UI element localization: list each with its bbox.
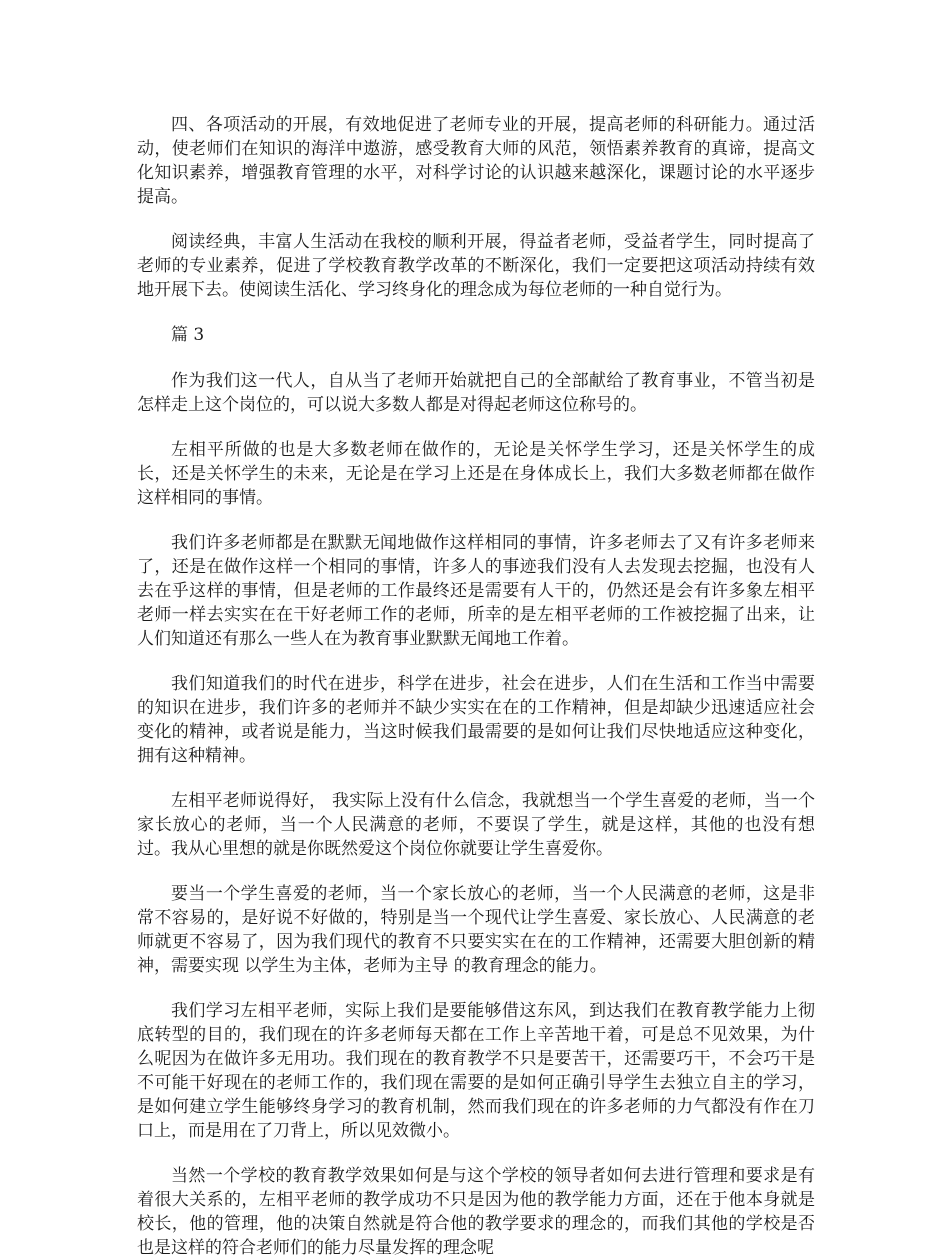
- paragraph-reading-classics: 阅读经典，丰富人生活动在我校的顺利开展，得益者老师，受益者学生，同时提高了老师的专业素养，促进了学校教育教学改革的不断深化，我们一定要把这项活动持续有效地开展下去。使阅读生活化、学习终身化的理念成为每位老师的一种自觉行为。: [137, 232, 815, 300]
- paragraph-era-progress: 我们知道我们的时代在进步，科学在进步，社会在进步，人们在生活和工作当中需要的知识在进步，我们许多的老师并不缺少实实在在的工作精神，但是却缺少迅速适应社会变化的精神，或者说是能力，当这时候我们最需要的是如何让我们尽快地适应这种变化，拥有这种精神。: [137, 674, 815, 766]
- paragraph-quote: 左相平老师说得好， 我实际上没有什么信念，我就想当一个学生喜爱的老师，当一个家长放心的老师，当一个人民满意的老师，不要误了学生，就是这样，其他的也没有想过。我从心里想的就是你既然爱这个岗位你就要让学生喜爱你。: [137, 791, 815, 859]
- paragraph-zuo-xiangping-work: 左相平所做的也是大多数老师在做作的，无论是关怀学生学习，还是关怀学生的成长，还是关怀学生的未来，无论是在学习上还是在身体成长上，我们大多数老师都在做作这样相同的事情。: [137, 440, 815, 508]
- paragraph-learning-transformation: 我们学习左相平老师，实际上我们是要能够借这东风，到达我们在教育教学能力上彻底转型的目的，我们现在的许多老师每天都在工作上辛苦地干着，可是总不见效果，为什么呢因为在做许多无用功。我们现在的教育教学不只是要苦干，还需要巧干，不会巧干是不可能干好现在的老师工作的，我们现在需要的是如何正确引导学生去独立自主的学习，是如何建立学生能够终身学习的教育机制，然而我们现在的许多老师的力气都没有作在刀口上，而是用在了刀背上，所以见效微小。: [137, 1001, 815, 1141]
- paragraph-school-leadership: 当然一个学校的教育教学效果如何是与这个学校的领导者如何去进行管理和要求是有着很大关系的，左相平老师的教学成功不只是因为他的教学能力方面，还在于他本身就是校长，他的管理，他的决策自然就是符合他的教学要求的理念的，而我们其他的学校是否也是这样的符合老师们的能力尽量发挥的理念呢: [137, 1166, 815, 1258]
- paragraph-beloved-teacher: 要当一个学生喜爱的老师，当一个家长放心的老师，当一个人民满意的老师，这是非常不容易的，是好说不好做的，特别是当一个现代让学生喜爱、家长放心、人民满意的老师就更不容易了，因为我们现代的教育不只要实实在在的工作精神，还需要大胆创新的精神，需要实现 以学生为主体，老师为主导 的教育理念的能力。: [137, 884, 815, 976]
- paragraph-silent-teachers: 我们许多老师都是在默默无闻地做作这样相同的事情，许多老师去了又有许多老师来了，还是在做作这样一个相同的事情，许多人的事迹我们没有人去发现去挖掘，也没有人去在乎这样的事情，但是老师的工作最终还是需要有人干的，仍然还是会有许多象左相平老师一样去实实在在干好老师工作的老师，所幸的是左相平老师的工作被挖掘了出来，让人们知道还有那么一些人在为教育事业默默无闻地工作着。: [137, 533, 815, 649]
- section-heading: 篇 3: [171, 325, 205, 345]
- paragraph-activities-result: 四、各项活动的开展，有效地促进了老师专业的开展，提高老师的科研能力。通过活动，使老师们在知识的海洋中遨游，感受教育大师的风范，领悟素养教育的真谛，提高文化知识素养，增强教育管理的水平，对科学讨论的认识越来越深化，课题讨论的水平逐步提高。: [137, 115, 815, 207]
- paragraph-generation: 作为我们这一代人，自从当了老师开始就把自己的全部献给了教育事业，不管当初是怎样走上这个岗位的，可以说大多数人都是对得起老师这位称号的。: [137, 371, 815, 415]
